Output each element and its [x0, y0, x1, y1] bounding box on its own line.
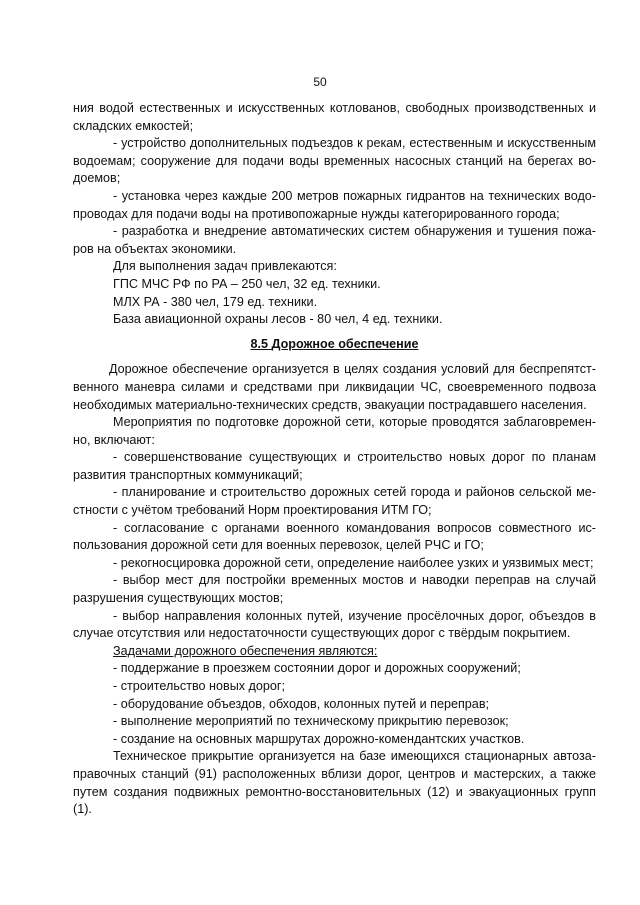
text-line: ния водой естественных и искусственных котлованов, свободных производственных и [73, 101, 596, 115]
text-line: - выбор мест для постройки временных мостов и наводки переправ на случай [113, 573, 596, 588]
text-line: - оборудование объездов, обходов, колонных путей и переправ; [113, 696, 490, 711]
text-line: но, включают: [73, 432, 155, 447]
text-line: пользования дорожной сети для военных перевозок, целей РЧС и ГО; [73, 538, 484, 553]
section-title: Дорожное обеспечение [271, 336, 419, 351]
text-line: - поддержание в проезжем состоянии дорог и дорожных сооружений; [113, 661, 521, 676]
text-line: - выполнение мероприятий по техническому прикрытию перевозок; [113, 714, 509, 729]
text-line: Мероприятия по подготовке дорожной сети, которые проводятся заблаговремен- [113, 415, 596, 430]
text-line: База авиационной охраны лесов - 80 чел, 4 ед. техники. [113, 312, 443, 327]
text-line: - установка через каждые 200 метров пожарных гидрантов на технических водо- [113, 188, 596, 203]
text-line: путем создания подвижных ремонтно-восстановительных (12) и эвакуационных групп [73, 784, 596, 799]
page-number: 50 [313, 75, 327, 89]
text-line: - выбор направления колонных путей, изучение просёлочных дорог, объездов в [113, 608, 596, 623]
text-line: необходимых материально-технических средств, эвакуации пострадавшего населения. [73, 397, 587, 412]
text-line: стности с учётом требований Норм проектирования ИТМ ГО; [73, 503, 432, 518]
section-number: 8.5 [250, 336, 268, 351]
document-body [73, 100, 596, 819]
text-line: - планирование и строительство дорожных сетей города и районов сельской ме- [113, 485, 596, 500]
text-line: - создание на основных маршрутах дорожно-комендантских участков. [113, 731, 525, 746]
text-line: - устройство дополнительных подъездов к рекам, естественным и искусственным [113, 136, 596, 151]
text-line: случае отсутствия или недостаточности существующих дорог с твёрдым покрытием. [73, 626, 571, 641]
text-line: ров на объектах экономики. [73, 241, 237, 256]
text-line: складских емкостей; [73, 118, 194, 133]
text-line: проводах для подачи воды на противопожарные нужды категорированного города; [73, 206, 560, 221]
text-line: - разработка и внедрение автоматических систем обнаружения и тушения пожа- [113, 224, 596, 239]
text-line: Техническое прикрытие организуется на базе имеющихся стационарных автоза- [113, 749, 596, 764]
text-line: водоемам; сооружение для подачи воды временных насосных станций на берегах во- [73, 153, 596, 168]
text-line: разрушения существующих мостов; [73, 591, 284, 606]
text-line: венного маневра силами и средствами при ликвидации ЧС, своевременного подвоза [73, 379, 596, 394]
text-line: Для выполнения задач привлекаются: [113, 259, 337, 274]
tasks-heading: Задачами дорожного обеспечения являются: [113, 643, 378, 658]
text-line: правочных станций (91) расположенных вблизи дорог, центров и мастерских, а также [73, 766, 596, 781]
text-line: МЛХ РА - 380 чел, 179 ед. техники. [113, 294, 318, 309]
text-line: - рекогносцировка дорожной сети, определение наиболее узких и уязвимых мест; [113, 555, 594, 570]
text-line: ГПС МЧС РФ по РА – 250 чел, 32 ед. техники. [113, 276, 381, 291]
text-line: - согласование с органами военного командования вопросов совместного ис- [113, 520, 596, 535]
text-line: Дорожное обеспечение организуется в целях создания условий для беспрепятст- [109, 362, 596, 377]
section-heading [73, 336, 596, 354]
text-line: (1). [73, 802, 92, 817]
text-line: - совершенствование существующих и строительство новых дорог по планам [113, 450, 596, 465]
text-line: развития транспортных коммуникаций; [73, 467, 303, 482]
text-line: доемов; [73, 171, 121, 186]
text-line: - строительство новых дорог; [113, 679, 285, 693]
